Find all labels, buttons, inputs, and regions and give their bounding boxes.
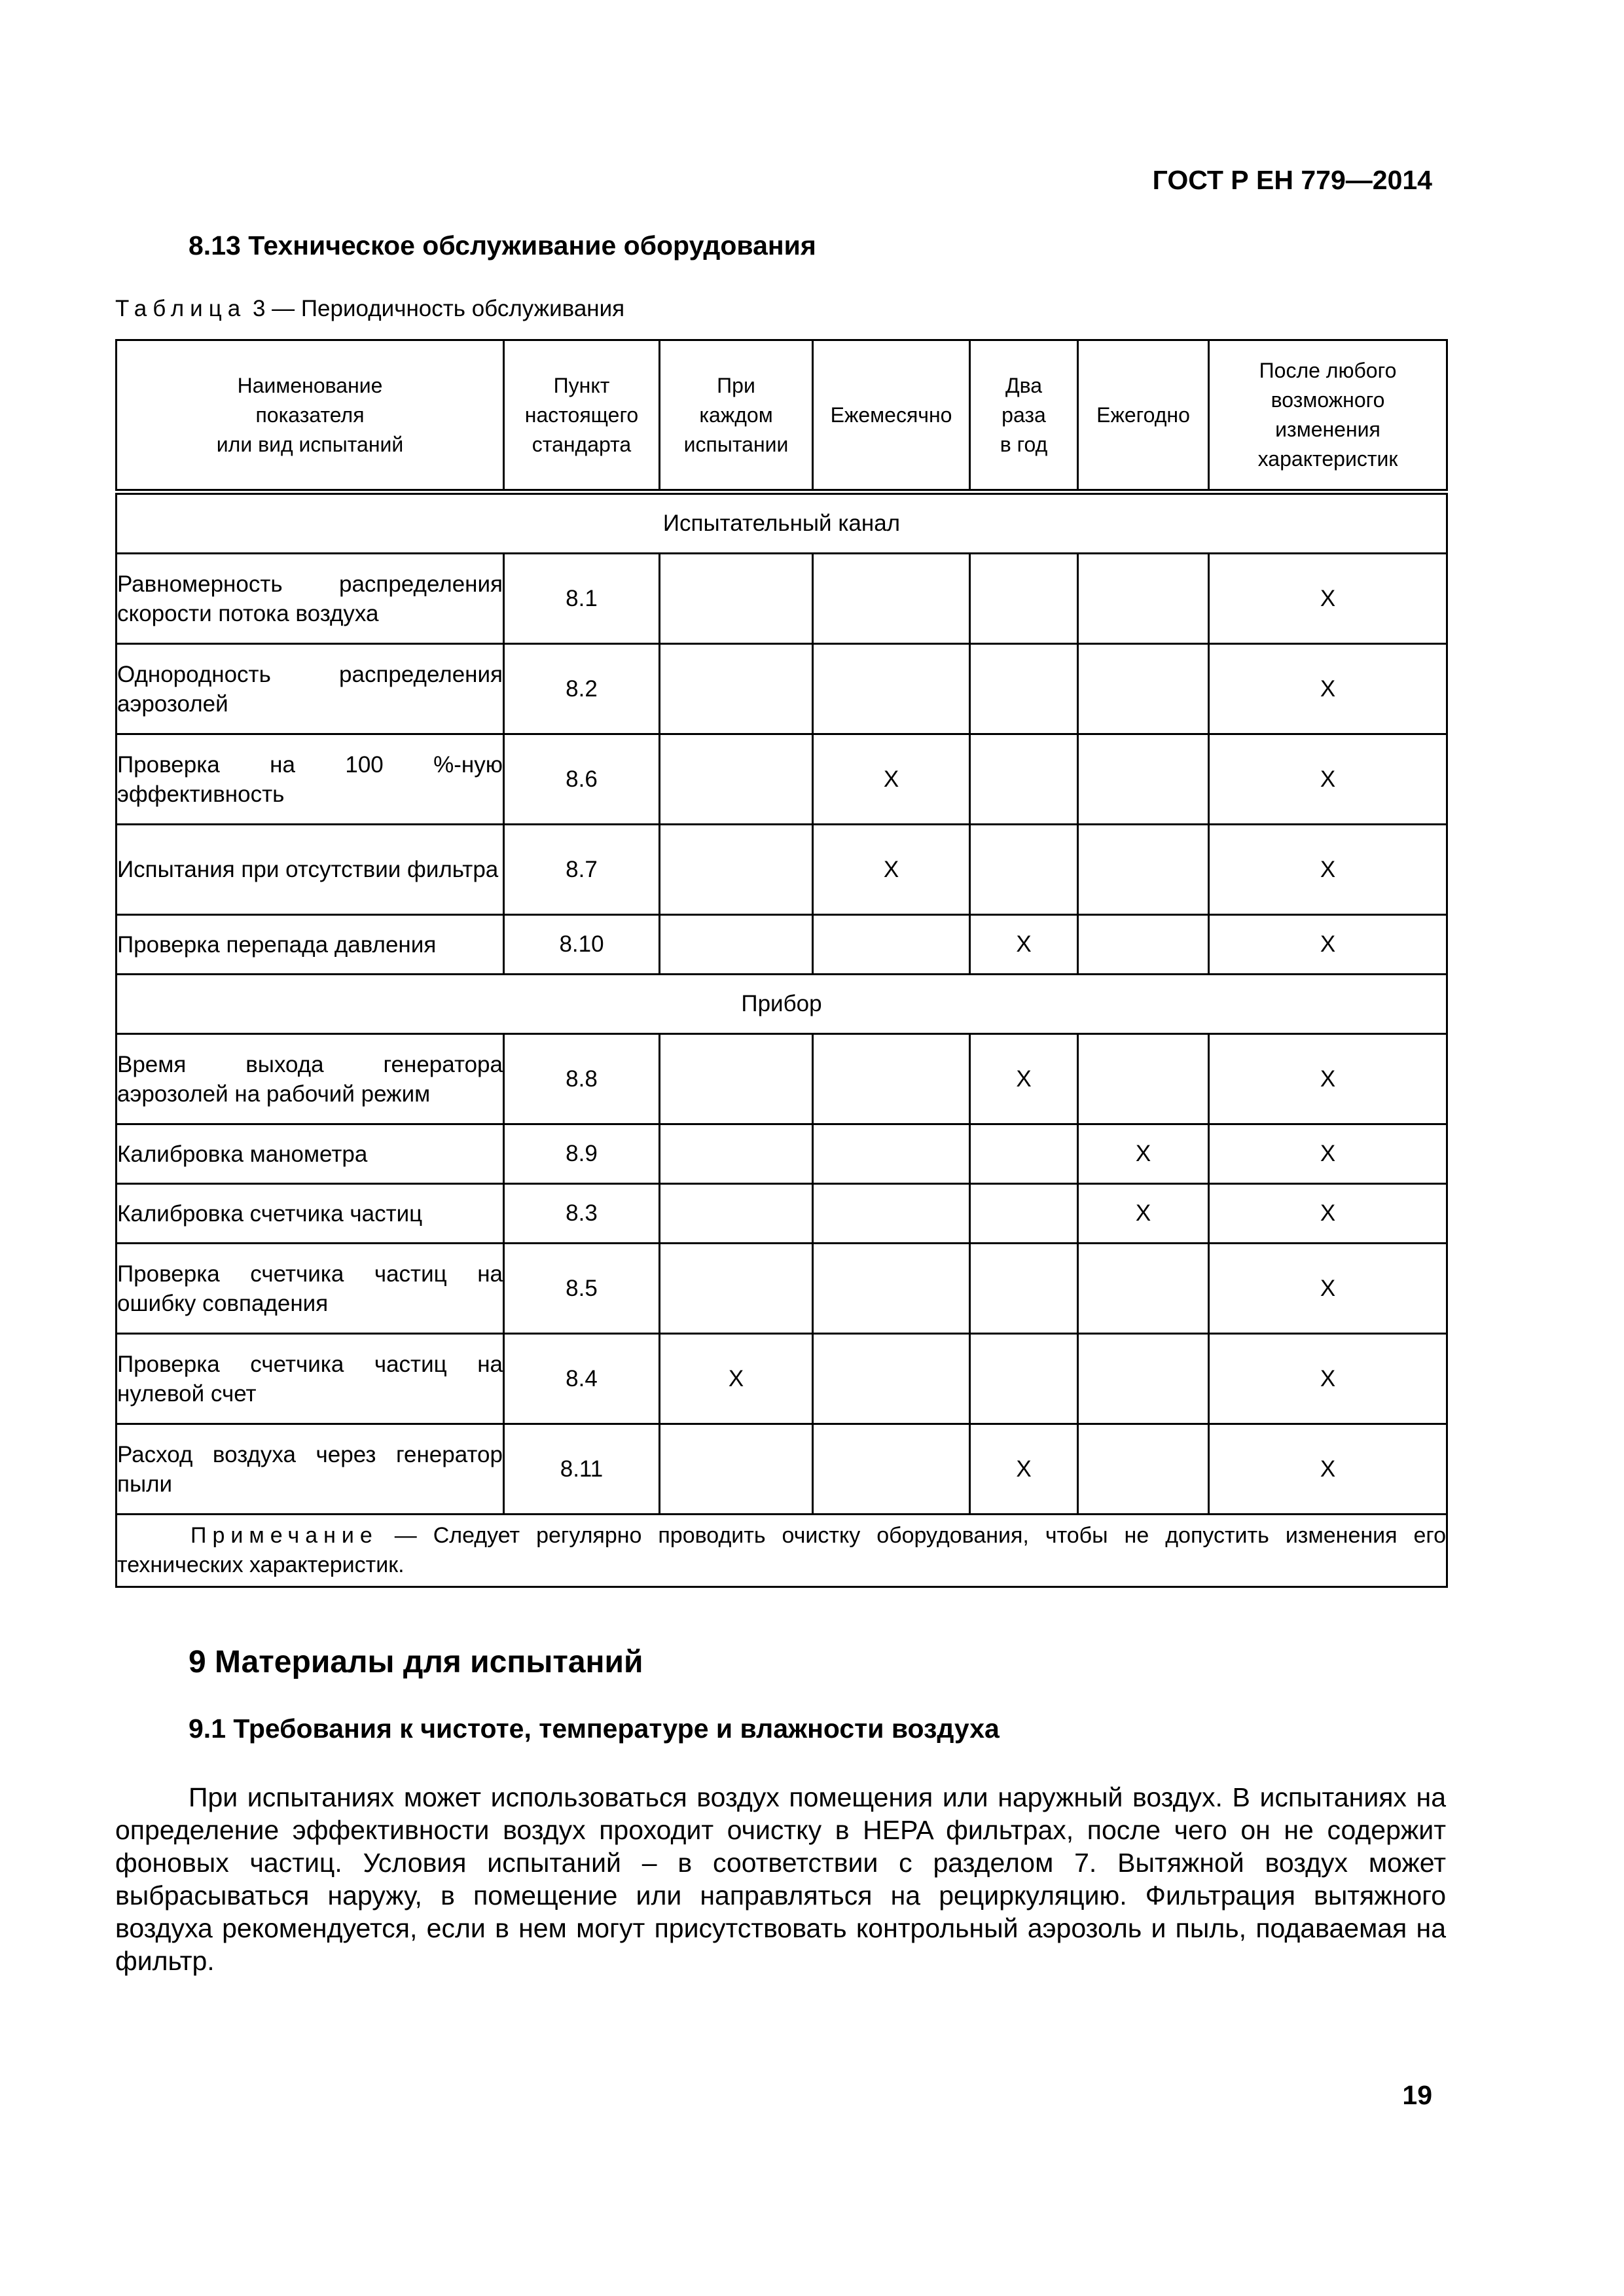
table-group-row [117,975,1447,1034]
cell-twice-year [970,554,1078,644]
table-row [117,554,1447,644]
table-row [117,1124,1447,1184]
subsection-9-1-title: 9.1 Требования к чистоте, температуре и влажности воздуха [189,1713,1000,1744]
cell-twice-year [970,825,1078,915]
cell-monthly: X [813,825,970,915]
table-row [117,1184,1447,1244]
cell-each-test: X [660,1334,813,1424]
cell-clause: 8.4 [504,1334,660,1424]
cell-each-test [660,1034,813,1124]
table-caption-number: 3 [252,296,266,321]
table-caption-label: Таблица [115,296,247,321]
cell-after-change: X [1209,915,1447,975]
note-text: — Следует регулярно проводить очистку оборудования, чтобы не допустить изменения его технических характеристик. [117,1523,1446,1577]
page-number: 19 [1402,2080,1432,2110]
group-title: Испытательный канал [117,492,1447,554]
col-header-clause: Пункт настоящего стандарта [504,340,660,492]
cell-after-change: X [1209,1034,1447,1124]
table-row [117,1034,1447,1124]
cell-name: Расход воздуха через генератор пыли [117,1424,504,1515]
section-title: 8.13 Техническое обслуживание оборудования [189,230,816,260]
document-code: ГОСТ Р ЕН 779—2014 [1152,165,1432,195]
cell-clause: 8.5 [504,1244,660,1334]
cell-name: Проверка перепада давления [117,915,504,975]
cell-each-test [660,644,813,734]
cell-each-test [660,554,813,644]
cell-yearly [1078,915,1209,975]
cell-clause: 8.6 [504,734,660,825]
cell-monthly [813,915,970,975]
cell-each-test [660,1424,813,1515]
cell-after-change: X [1209,734,1447,825]
cell-twice-year [970,1244,1078,1334]
cell-after-change: X [1209,1334,1447,1424]
cell-monthly [813,1244,970,1334]
col-header-after-change: После любого возможного изменения характеристик [1209,340,1447,492]
cell-twice-year [970,1124,1078,1184]
table-row [117,734,1447,825]
cell-clause: 8.7 [504,825,660,915]
col-header-each-test: При каждом испытании [660,340,813,492]
cell-yearly: X [1078,1124,1209,1184]
cell-name: Проверка счетчика частиц на ошибку совпадения [117,1244,504,1334]
table-caption [115,296,624,322]
table-caption-title: — Периодичность обслуживания [272,296,625,321]
cell-after-change: X [1209,644,1447,734]
cell-yearly [1078,1244,1209,1334]
cell-name: Калибровка манометра [117,1124,504,1184]
col-header-name: Наименование показателя или вид испытаний [117,340,504,492]
cell-twice-year: X [970,1034,1078,1124]
table-row [117,1244,1447,1334]
table-row [117,1424,1447,1515]
cell-twice-year: X [970,1424,1078,1515]
cell-clause: 8.10 [504,915,660,975]
cell-twice-year [970,734,1078,825]
cell-yearly [1078,1334,1209,1424]
group-title: Прибор [117,975,1447,1034]
table-group-row [117,492,1447,554]
cell-after-change: X [1209,1244,1447,1334]
table-note-row [117,1515,1447,1587]
cell-monthly [813,1334,970,1424]
col-header-twice-year: Два раза в год [970,340,1078,492]
cell-name: Испытания при отсутствии фильтра [117,825,504,915]
cell-monthly: X [813,734,970,825]
col-header-monthly: Ежемесячно [813,340,970,492]
cell-name: Проверка на 100 %-ную эффективность [117,734,504,825]
cell-yearly: X [1078,1184,1209,1244]
table-row [117,644,1447,734]
table-row [117,825,1447,915]
cell-monthly [813,644,970,734]
cell-after-change: X [1209,825,1447,915]
section-9-1-paragraph: При испытаниях может использоваться воздух помещения или наружный воздух. В испытаниях на определение эффективности воздух проходит очистку в HEPA фильтрах, после чего он не содержит фоновых частиц. Условия испытаний – в соответствии с разделом 7. Вытяжной воздух может выбрасываться наружу, в помещение или направляться на рециркуляцию. Фильтрация вытяжного воздуха рекомендуется, если в нем могут присутствовать контрольный аэрозоль и пыль, подаваемая на фильтр. [115,1782,1446,1976]
cell-name: Однородность распределения аэрозолей [117,644,504,734]
cell-yearly [1078,1424,1209,1515]
table-header-row [117,340,1447,492]
cell-yearly [1078,734,1209,825]
cell-each-test [660,825,813,915]
cell-name: Проверка счетчика частиц на нулевой счет [117,1334,504,1424]
cell-name: Калибровка счетчика частиц [117,1184,504,1244]
cell-yearly [1078,1034,1209,1124]
cell-each-test [660,1124,813,1184]
cell-monthly [813,1124,970,1184]
table-row [117,1334,1447,1424]
col-header-yearly: Ежегодно [1078,340,1209,492]
cell-after-change: X [1209,1124,1447,1184]
cell-after-change: X [1209,1424,1447,1515]
cell-yearly [1078,554,1209,644]
cell-twice-year [970,1334,1078,1424]
cell-twice-year [970,1184,1078,1244]
cell-after-change: X [1209,1184,1447,1244]
cell-each-test [660,915,813,975]
cell-monthly [813,1424,970,1515]
cell-each-test [660,1184,813,1244]
cell-clause: 8.3 [504,1184,660,1244]
cell-twice-year: X [970,915,1078,975]
cell-monthly [813,554,970,644]
table-note [117,1515,1447,1587]
table-row [117,915,1447,975]
cell-each-test [660,1244,813,1334]
cell-clause: 8.2 [504,644,660,734]
cell-after-change: X [1209,554,1447,644]
section-9-title: 9 Материалы для испытаний [189,1645,643,1679]
cell-twice-year [970,644,1078,734]
cell-yearly [1078,825,1209,915]
cell-name: Время выхода генератора аэрозолей на рабочий режим [117,1034,504,1124]
cell-clause: 8.1 [504,554,660,644]
note-label: Примечание [190,1523,378,1548]
cell-monthly [813,1184,970,1244]
cell-yearly [1078,644,1209,734]
cell-name: Равномерность распределения скорости потока воздуха [117,554,504,644]
cell-clause: 8.8 [504,1034,660,1124]
maintenance-table [115,339,1448,1588]
cell-monthly [813,1034,970,1124]
cell-each-test [660,734,813,825]
cell-clause: 8.11 [504,1424,660,1515]
cell-clause: 8.9 [504,1124,660,1184]
